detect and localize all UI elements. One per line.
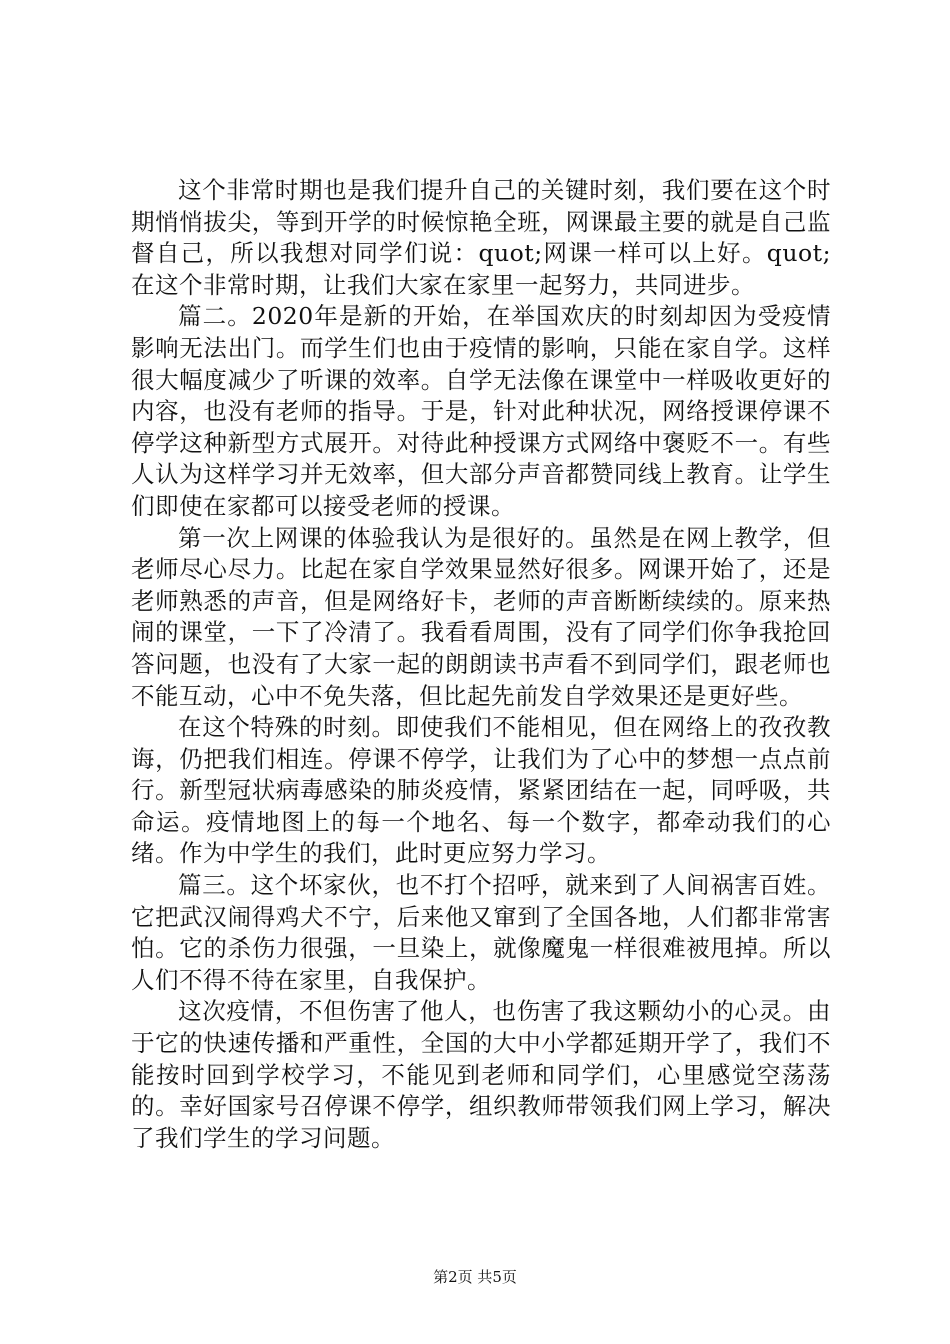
paragraph-5: 篇三。这个坏家伙，也不打个招呼，就来到了人间祸害百姓。它把武汉闹得鸡犬不宁，后来他又窜到了全国各地，人们都非常害怕。它的杀伤力很强，一旦染上，就像魔鬼一样很难被甩掉。所以人们不得不待在家里，自我保护。 (131, 871, 831, 994)
paragraph-4: 在这个特殊的时刻。即使我们不能相见，但在网络上的孜孜教诲，仍把我们相连。停课不停学，让我们为了心中的梦想一点点前行。新型冠状病毒感染的肺炎疫情，紧紧团结在一起，同呼吸，共命运。疫情地图上的每一个地名、每一个数字，都牵动我们的心绪。作为中学生的我们，此时更应努力学习。 (131, 713, 831, 868)
paragraph-3: 第一次上网课的体验我认为是很好的。虽然是在网上教学，但老师尽心尽力。比起在家自学效果显然好很多。网课开始了，还是老师熟悉的声音，但是网络好卡，老师的声音断断续续的。原来热闹的课堂，一下了冷清了。我看看周围，没有了同学们你争我抢回答问题，也没有了大家一起的朗朗读书声看不到同学们，跟老师也不能互动，心中不免失落，但比起先前发自学效果还是更好些。 (131, 523, 831, 710)
paragraph-1: 这个非常时期也是我们提升自己的关键时刻，我们要在这个时期悄悄拔尖，等到开学的时候惊艳全班，网课最主要的就是自己监督自己，所以我想对同学们说：quot;网课一样可以上好。quot;在这个非常时期，让我们大家在家里一起努力，共同进步。 (131, 176, 831, 299)
page-number-footer: 第2页 共5页 (433, 1268, 517, 1286)
paragraph-2: 篇二。2020年是新的开始，在举国欢庆的时刻却因为受疫情影响无法出门。而学生们也由于疫情的影响，只能在家自学。这样很大幅度减少了听课的效率。自学无法像在课堂中一样吸收更好的内容，也没有老师的指导。于是，针对此种状况，网络授课停课不停学这种新型方式展开。对待此种授课方式网络中褒贬不一。有些人认为这样学习并无效率，但大部分声音都赞同线上教育。让学生们即使在家都可以接受老师的授课。 (131, 302, 831, 520)
document-body (131, 175, 831, 1154)
paragraph-6: 这次疫情，不但伤害了他人，也伤害了我这颗幼小的心灵。由于它的快速传播和严重性，全国的大中小学都延期开学了，我们不能按时回到学校学习，不能见到老师和同学们，心里感觉空荡荡的。幸好国家号召停课不停学，组织教师带领我们网上学习，解决了我们学生的学习问题。 (131, 997, 831, 1152)
